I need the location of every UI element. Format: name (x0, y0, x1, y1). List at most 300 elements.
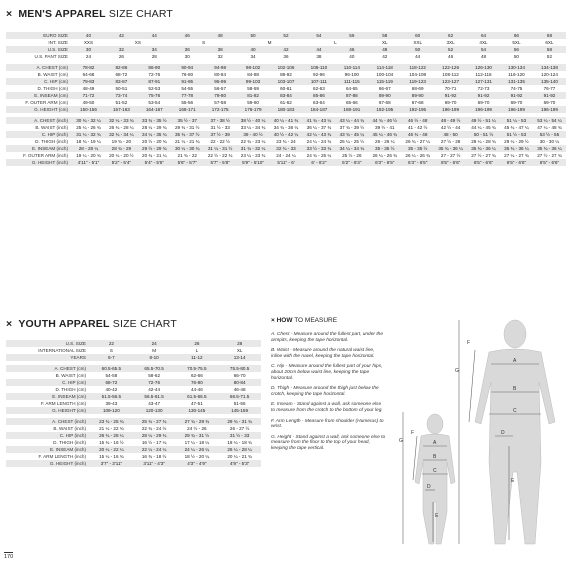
table-cell: 126-130 (467, 64, 500, 71)
table-cell: 20 ¾ - 21 ¼ (142, 153, 167, 158)
table-cell: 85-86 (302, 92, 335, 99)
table-cell: 21 ¼ - 22 ¾ (99, 426, 124, 431)
table-cell: 32 (217, 54, 223, 59)
table-cell: 35 ¾ - 36 ¼ (434, 145, 467, 152)
table-cell: 19 ¾ - 20 (111, 139, 132, 144)
table-cell: 27 ¼ - 27 ¾ (504, 153, 529, 158)
table-cell: 60.5-65.5 (90, 365, 133, 372)
table-cell: 56-57 (214, 86, 227, 91)
table-cell: 6'5" - 6'6" (467, 159, 500, 166)
row-label: D. THIGH (cm) (55, 387, 86, 392)
table-cell: 64-65 (345, 86, 358, 91)
table-row (6, 85, 566, 92)
table-cell: 56 (500, 46, 533, 53)
table-cell: 106-110 (302, 64, 335, 71)
table-cell: 87-91 (138, 78, 171, 85)
table-cell: 35 ¾ - 37 ½ (171, 131, 204, 138)
table-cell: 47-51 (191, 401, 203, 406)
table-row (6, 46, 566, 53)
row-label: C. HIP (inch) (6, 432, 90, 439)
table-cell: 65-66 (345, 100, 358, 105)
table-cell: 62-63 (313, 86, 325, 91)
table-cell: 54 (302, 32, 335, 39)
table-cell: 22 - 22 ½ (210, 139, 230, 144)
table-cell: 98-102 (237, 64, 270, 71)
table-cell: 22 ¾ - 23 ¼ (240, 139, 266, 144)
table-cell: 36 (283, 54, 289, 59)
table-cell: 6XL (545, 40, 554, 45)
table-cell: 130-145 (176, 407, 219, 414)
table-cell: 5'9" - 5'10" (237, 159, 270, 166)
table-cell: 50 (513, 54, 519, 59)
table-cell: 50 - 51 ½ (467, 131, 500, 138)
table-cell: 40-42 (105, 387, 118, 392)
table-cell: 54-55 (181, 86, 194, 91)
table-cell: 51 ¼ - 53 (500, 117, 533, 124)
table-cell: 36 ¼ - 37 ¾ (306, 125, 332, 130)
table-cell: 56.5-61.5 (133, 393, 176, 400)
table-cell: 91-92 (500, 92, 533, 99)
table-cell: 48 - 49 ½ (434, 117, 467, 124)
row-label: G. HEIGHT (cm) (6, 407, 90, 414)
row-label: EURO SIZE (6, 32, 72, 39)
table-cell: XXL (413, 40, 423, 45)
table-cell: 37 - 38 ½ (204, 117, 237, 124)
table-cell: 46 ½ - 48 (401, 117, 434, 124)
table-cell: 33 ¾ - 35 ½ (138, 117, 171, 124)
table-cell: 26 ¼ - 28 ¼ (218, 446, 261, 453)
table-cell: 61.5-66.5 (176, 393, 219, 400)
table-cell: 48 (368, 46, 401, 53)
table-cell: 114-118 (368, 64, 401, 71)
row-label: U.S. PANT SIZE (34, 54, 68, 59)
table-row (6, 400, 261, 407)
table-cell: 145-159 (218, 407, 261, 414)
table-cell: 58-59 (247, 86, 259, 91)
table-cell: 29 ¼ - 29 ½ (504, 139, 529, 144)
table-cell: XXS (83, 40, 94, 45)
table-cell: 29 ¾ - 31 ½ (176, 432, 219, 439)
table-cell: 35 ¾ - 36 ¼ (533, 145, 566, 152)
svg-text:C: C (433, 468, 437, 474)
table-cell: 34 (138, 46, 171, 53)
table-cell: 22 (90, 340, 133, 347)
table-cell: 157-163 (105, 106, 138, 113)
table-cell: 42 (382, 54, 388, 59)
svg-text:A: A (513, 358, 517, 364)
row-label: C. HIP (cm) (6, 379, 90, 386)
table-cell: 4'3" - 4'9" (176, 460, 219, 467)
table-cell: 64 (467, 32, 500, 39)
instruction-item: F. Arm Length - Measure from shoulder (Humerus) to wrist. (271, 418, 384, 430)
table-cell: 45 ¼ - 46 ¾ (368, 131, 401, 138)
table-cell: 52 (434, 46, 467, 53)
table-row (6, 53, 566, 60)
table-cell: 28 ¼ - 29 ¾ (142, 125, 167, 130)
table-cell: 43 ¾ - 45 ¼ (335, 131, 368, 138)
table-cell: 150-156 (72, 106, 105, 113)
table-cell: 52 (546, 54, 553, 59)
table-cell: 46 (171, 32, 204, 39)
mens-chart-title: × MEN'S APPAREL SIZE CHART (6, 8, 174, 20)
table-cell: 46-48 (233, 387, 246, 392)
table-cell: 71-72 (72, 92, 105, 99)
table-cell: 64-68 (82, 72, 95, 77)
table-cell: 67-68 (411, 100, 424, 105)
table-cell: 57-58 (214, 100, 227, 105)
table-row (6, 354, 261, 361)
table-cell: 28 ¼ - 29 ¾ (133, 432, 176, 439)
table-cell: 44 (138, 32, 171, 39)
row-label: E. INSEAM (inch) (6, 446, 90, 453)
table-cell: 50 (401, 46, 434, 53)
table-cell: M (152, 348, 157, 353)
row-label: D. THIGH (inch) (53, 440, 86, 445)
row-label: F. ARM LENGTH (inch) (38, 454, 86, 459)
table-row (6, 131, 566, 138)
table-cell: 41 - 42 ½ (407, 125, 428, 130)
table-cell: 3'11" - 4'3" (133, 460, 176, 467)
table-cell: 184-187 (302, 106, 335, 113)
table-cell: 18 ½ - 20 ¼ (184, 454, 210, 459)
table-row (6, 432, 261, 439)
table-cell: 20 ½ - 20 ¾ (142, 139, 167, 144)
table-cell: 28 (151, 54, 157, 59)
table-row (6, 138, 566, 145)
table-cell: 66-67 (378, 86, 391, 91)
table-cell: 50-51 (115, 86, 128, 91)
svg-text:C: C (513, 408, 517, 414)
table-cell: 100-104 (376, 72, 394, 77)
row-label: F. OUTER ARM (inch) (23, 153, 68, 158)
table-cell: 53-54 (148, 100, 161, 105)
table-row (6, 117, 566, 124)
table-cell: 8-10 (133, 354, 176, 361)
table-cell: 83-87 (105, 78, 138, 85)
table-cell: 38 ½ - 40 ¼ (237, 117, 270, 124)
table-cell: 176-179 (237, 106, 270, 113)
table-cell: 44 ¼ - 45 ¾ (471, 125, 496, 130)
row-label: E. INSEAM (cm) (6, 393, 90, 400)
table-row (6, 460, 261, 467)
table-row (6, 425, 261, 432)
table-cell: 25 ¼ - 26 ¾ (76, 125, 101, 130)
table-cell: 172-175 (204, 106, 237, 113)
table-cell: 6' - 6'2" (302, 159, 335, 166)
table-cell: 130-134 (500, 64, 533, 71)
table-cell: 21 ¼ - 21 ¾ (174, 139, 200, 144)
table-cell: 37 ½ - 39 (204, 131, 237, 138)
table-cell: 30 ¾ - 32 ¼ (72, 117, 105, 124)
table-cell: 20 ¼ - 20 ½ (109, 153, 134, 158)
table-cell: 43-47 (148, 401, 160, 406)
table-cell: 24 ¼ - 24 ¾ (306, 139, 332, 144)
table-cell: 196-199 (467, 106, 500, 113)
table-cell: 164-167 (138, 106, 171, 113)
table-cell: 54 (467, 46, 500, 53)
instruction-item: D. Thigh - Measure around the thigh just below the crotch, keeping the tape horizontal. (271, 386, 379, 397)
table-cell: 38 (204, 46, 237, 53)
table-cell: 22 ¼ - 24 ¼ (133, 446, 176, 453)
table-cell: 78-82 (72, 64, 105, 71)
table-cell: 119-123 (401, 78, 434, 85)
table-cell: 62 (434, 32, 467, 39)
table-cell: 48 - 50 (434, 131, 467, 138)
svg-text:E: E (511, 478, 515, 484)
table-cell: 69-70 (543, 100, 556, 105)
table-cell: 76-80 (181, 72, 194, 77)
table-cell: 5XL (512, 40, 521, 45)
table-cell: 27 ½ - 27 ¾ (537, 153, 562, 158)
table-row (6, 152, 566, 159)
table-cell: 131-135 (500, 78, 533, 85)
table-cell: 42 (270, 46, 303, 53)
table-cell: 27 ¾ - 29 ¾ (176, 418, 219, 425)
table-cell: 26 ¼ - 26 ¾ (405, 153, 430, 158)
table-cell: 31 ¾ - 32 ¼ (237, 145, 270, 152)
table-cell: 115-119 (368, 78, 401, 85)
row-label: D. THIGH (inch) (35, 139, 68, 144)
table-cell: 55-56 (181, 100, 194, 105)
table-cell: 26 ¾ - 28 ¼ (90, 432, 133, 439)
table-row (6, 393, 261, 400)
table-cell: 38 (316, 54, 322, 59)
table-cell: 39 ½ - 41 (375, 125, 395, 130)
table-cell: 134-138 (533, 64, 566, 71)
table-cell: 81-82 (237, 92, 270, 99)
table-cell: 75-76 (138, 92, 171, 99)
table-cell: 54-58 (105, 373, 118, 378)
table-cell: 63-64 (313, 100, 325, 105)
table-cell: 34 (250, 54, 256, 59)
table-row (6, 340, 261, 347)
table-cell: 135-140 (533, 78, 566, 85)
table-cell: 41 ¾ - 43 ¼ (302, 117, 335, 124)
table-cell: 58 (368, 32, 401, 39)
table-row (6, 71, 566, 78)
table-row (6, 145, 566, 152)
table-cell: 69-70 (444, 100, 457, 105)
table-cell: 107-111 (302, 78, 335, 85)
table-cell: 50 (237, 32, 270, 39)
svg-text:F: F (411, 430, 415, 436)
table-cell: 196-199 (533, 106, 566, 113)
table-cell: 6'3" - 6'5" (401, 159, 434, 166)
svg-text:B: B (433, 454, 437, 460)
table-cell: 17 ¼ - 18 ¼ (184, 440, 210, 445)
table-cell: 24 - 24 ¼ (276, 153, 296, 158)
table-cell: 88-92 (280, 72, 292, 77)
table-cell: 34 ¼ - 35 ¾ (138, 131, 171, 138)
svg-text:G: G (399, 438, 403, 444)
table-cell: 48 (480, 54, 487, 59)
table-cell: 23 ¾ - 25 ¾ (90, 418, 133, 425)
table-cell: 5'11" - 6' (270, 159, 303, 166)
table-cell: 31 ½ - 33 (218, 432, 261, 439)
table-cell: 92-96 (313, 72, 325, 77)
table-cell: 87-88 (335, 92, 368, 99)
table-cell: 188-191 (335, 106, 368, 113)
table-cell: S (202, 40, 206, 45)
table-cell: 67-68 (378, 100, 391, 105)
table-cell: 80-84 (214, 72, 227, 77)
table-cell: 6'5" - 6'6" (434, 159, 467, 166)
table-cell: 15 ¾ - 16 ½ (99, 440, 124, 445)
row-label: C. HIP (inch) (6, 131, 72, 138)
table-cell: 53 ½ - 55 (533, 131, 566, 138)
table-cell: XL (381, 40, 388, 45)
table-cell: 37 ¾ - 39 ½ (339, 125, 365, 130)
table-cell: 90-94 (171, 64, 204, 71)
table-cell: 89-90 (368, 92, 401, 99)
table-cell: 21 ¾ - 22 (177, 153, 197, 158)
table-cell: 53 ¼ - 54 ¼ (533, 117, 566, 124)
table-cell: 110-114 (335, 64, 368, 71)
table-cell: 80-84 (218, 379, 261, 386)
table-cell: 18 ¾ - 19 ¼ (76, 139, 101, 144)
table-cell: 44-46 (191, 387, 203, 392)
table-cell: 94-98 (204, 64, 237, 71)
table-cell: 24 (85, 54, 92, 59)
table-cell: 68-69 (411, 86, 424, 91)
row-label: F. OUTER ARM (cm) (25, 100, 68, 105)
table-cell: 42-44 (148, 387, 160, 392)
table-row (6, 99, 566, 106)
table-cell: 34 ¼ - 34 ¾ (335, 145, 368, 152)
table-row (6, 379, 261, 386)
table-cell: XS (134, 40, 141, 45)
table-cell: 26 (176, 340, 219, 347)
table-cell: 6'2" - 6'3" (335, 159, 368, 166)
table-cell: 29 ½ - 29 ¾ (138, 145, 171, 152)
row-label: E. INSEAM (cm) (6, 92, 72, 99)
table-cell: 26 ¾ - 28 ¼ (109, 125, 134, 130)
table-cell: 69-70 (477, 100, 490, 105)
table-cell: 91-92 (434, 92, 467, 99)
table-cell: 196-199 (434, 106, 467, 113)
page-number: 170 (4, 554, 14, 560)
table-cell: 91-95 (171, 78, 204, 85)
table-cell: 123-127 (434, 78, 467, 85)
table-cell: 127-131 (467, 78, 500, 85)
table-cell: 3XL (446, 40, 455, 45)
table-cell: 20 ¼ - 21 ¾ (227, 454, 252, 459)
youth-chart-title: × YOUTH APPAREL SIZE CHART (6, 318, 177, 330)
table-cell: 31 ¼ - 31 ½ (204, 145, 237, 152)
table-cell: 83-84 (270, 92, 303, 99)
table-cell: 103-107 (270, 78, 303, 85)
table-cell: 95-99 (204, 78, 237, 85)
table-cell: 31 ½ - 33 (210, 125, 230, 130)
table-cell: 66 (500, 32, 533, 39)
instruction-item: B. Waist - Measure around the natural waist line, inline with the navel, keeping the tape horizontal. (271, 348, 375, 359)
table-cell: 15 ¼ - 16 ¾ (99, 454, 124, 459)
table-row (6, 64, 566, 71)
table-cell: 72-73 (477, 86, 490, 91)
adult-figure-icon (475, 320, 555, 544)
table-cell: 40 (237, 46, 270, 53)
table-cell: 108-112 (442, 72, 459, 77)
table-cell: 27 ½ - 28 (440, 139, 461, 144)
table-cell: 47 ¼ - 48 ¾ (537, 125, 562, 130)
table-cell: 24 ½ - 26 (187, 426, 207, 431)
table-cell: XL (236, 348, 243, 353)
table-cell: 77-78 (171, 92, 204, 99)
table-cell: 22 ¾ - 24 ½ (141, 426, 167, 431)
instruction-item: E. Inseam - Stand against a wall, ask someone else to measure from the crotch to the bottom of your leg. (271, 402, 383, 413)
table-cell: 35 ¾ - 36 ¼ (500, 145, 533, 152)
table-cell: 16 ½ - 17 ¼ (141, 440, 167, 445)
mens-size-table (6, 32, 566, 166)
table-cell: 24 ¼ - 26 ¼ (176, 446, 219, 453)
table-row (6, 106, 566, 113)
row-label: G. HEIGHT (inch) (6, 159, 72, 166)
table-cell: 49-50 (82, 100, 95, 105)
table-cell: 35 - 35 ½ (368, 145, 401, 152)
table-cell: 52-53 (148, 86, 161, 91)
svg-text:A: A (433, 440, 437, 446)
table-cell: 28 - 28 ¼ (72, 145, 105, 152)
table-cell: 120-124 (541, 72, 558, 77)
table-cell: 27 - 27 ½ (440, 153, 461, 158)
table-cell: 19 ¼ - 20 ¾ (76, 153, 101, 158)
table-row (6, 32, 566, 39)
table-cell: 73-74 (105, 92, 138, 99)
table-cell: 86-90 (138, 64, 171, 71)
table-cell: 120-130 (133, 407, 176, 414)
table-cell: 62-66 (191, 373, 203, 378)
table-cell: 26 (118, 54, 124, 59)
table-cell: 25 ¾ - 27 ¾ (133, 418, 176, 425)
table-cell: 6'5" - 6'6" (500, 159, 533, 166)
how-to-measure-instructions (271, 332, 386, 457)
table-cell: 51-55 (233, 401, 246, 406)
table-cell: 82-86 (105, 64, 138, 71)
table-cell: 104-108 (409, 72, 427, 77)
table-cell: 44 (415, 54, 421, 59)
table-cell: 23 ¼ - 23 ¾ (240, 153, 266, 158)
table-cell: 3'7" - 3'11" (90, 460, 133, 467)
table-row (6, 418, 261, 425)
table-cell: 48 (204, 32, 237, 39)
body-measurement-figures (385, 312, 565, 552)
table-cell: 35 ¾ - 36 ¼ (467, 145, 500, 152)
table-cell: 4XL (479, 40, 488, 45)
table-row (6, 386, 261, 393)
table-cell: 5'6" - 5'7" (171, 159, 204, 166)
table-cell: 33 ½ - 33 ¾ (302, 145, 335, 152)
table-cell: 30 - 30 ¼ (539, 139, 560, 144)
row-label: B. WAIST (cm) (55, 373, 86, 378)
row-label: G. HEIGHT (cm) (6, 106, 72, 113)
table-cell: 30 (184, 54, 190, 59)
table-cell: S (109, 348, 113, 353)
table-cell: 91-92 (533, 92, 566, 99)
table-cell: 84-88 (247, 72, 259, 77)
row-label: A. CHEST (inch) (6, 117, 72, 124)
table-row (6, 159, 566, 166)
table-cell: 42 (105, 32, 138, 39)
table-cell: 4'9" - 5'3" (218, 460, 261, 467)
svg-text:G: G (455, 368, 459, 374)
table-cell: 76-80 (176, 379, 219, 386)
table-cell: 70-71 (444, 86, 457, 91)
table-cell: 13-14 (218, 354, 261, 361)
table-cell: 111-115 (335, 78, 368, 85)
table-cell: 96-100 (344, 72, 359, 77)
table-cell: 40 (349, 54, 355, 59)
table-cell: 44 (302, 46, 335, 53)
